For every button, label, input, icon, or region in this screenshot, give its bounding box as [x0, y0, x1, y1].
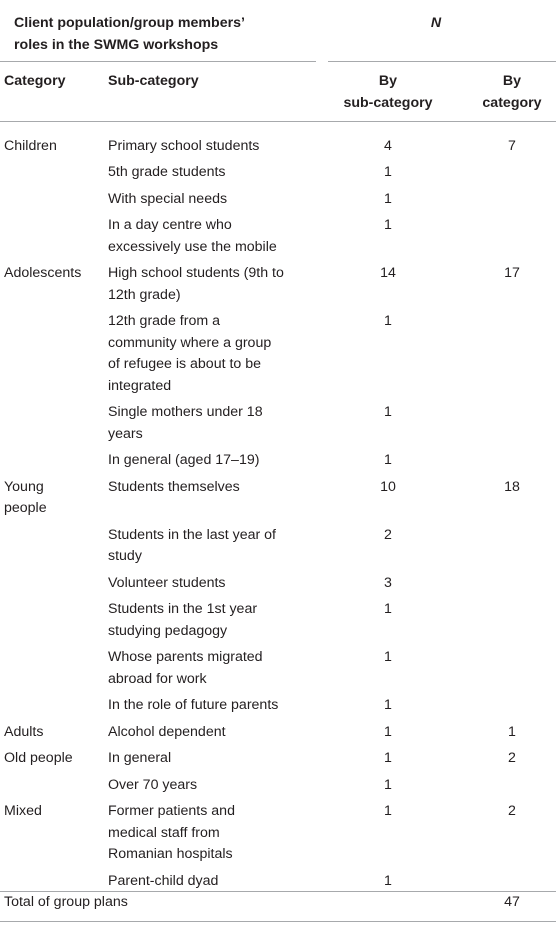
header-divider-left: [0, 61, 316, 62]
row-subcategory: Students in the 1st year: [108, 601, 258, 617]
header-group-title-line2: roles in the SWMG workshops: [14, 37, 219, 53]
total-value: 47: [504, 894, 520, 910]
header-divider-right: [328, 61, 556, 62]
row-subcategory: of refugee is about to be: [108, 356, 262, 372]
row-subcategory: 12th grade from a: [108, 313, 220, 329]
row-by-subcategory: 3: [384, 574, 392, 591]
row-subcategory: studying pedagogy: [108, 622, 228, 639]
table-bottom-rule: [0, 921, 556, 922]
col-header-subcategory: Sub-category: [108, 73, 199, 89]
header-bottom-rule: [0, 121, 556, 122]
row-subcategory: years: [108, 425, 143, 442]
row-subcategory: abroad for work: [108, 670, 207, 687]
row-subcategory: Alcohol dependent: [108, 723, 226, 740]
row-subcategory: Students in the last year of: [108, 526, 276, 543]
row-by-subcategory: 1: [384, 723, 392, 740]
row-by-subcategory: 1: [384, 452, 392, 468]
row-by-subcategory: 1: [384, 164, 392, 180]
row-subcategory: With special needs: [108, 190, 228, 207]
row-category: Adolescents: [4, 265, 82, 281]
row-subcategory: In general: [108, 750, 172, 766]
row-subcategory: Former patients and: [108, 803, 235, 819]
row-category: Adults: [4, 723, 44, 740]
row-by-subcategory: 1: [384, 313, 392, 329]
row-by-subcategory: 14: [380, 265, 396, 281]
row-category: people: [4, 500, 47, 516]
total-label: Total of group plans: [4, 894, 128, 910]
row-by-subcategory: 4: [384, 137, 392, 154]
row-subcategory: medical staff from: [108, 824, 220, 841]
row-by-subcategory: 1: [384, 217, 392, 233]
row-subcategory: Over 70 years: [108, 776, 198, 793]
row-by-subcategory: 1: [384, 872, 392, 889]
row-subcategory: In a day centre who: [108, 217, 232, 233]
row-by-subcategory: 1: [384, 750, 392, 766]
row-subcategory: integrated: [108, 377, 172, 394]
row-subcategory: In general (aged 17–19): [108, 452, 260, 468]
row-subcategory: study: [108, 548, 142, 564]
row-by-category: 1: [508, 723, 516, 740]
col-header-by-cat-line2: category: [482, 95, 542, 111]
row-by-subcategory: 1: [384, 649, 392, 665]
col-header-by-cat-line1: By: [502, 73, 522, 89]
row-subcategory: Single mothers under 18: [108, 404, 263, 420]
row-subcategory: 5th grade students: [108, 164, 226, 180]
row-subcategory: excessively use the mobile: [108, 238, 277, 255]
row-by-subcategory: 1: [384, 601, 392, 617]
row-by-category: 17: [504, 265, 520, 281]
row-by-subcategory: 10: [380, 478, 396, 495]
row-by-subcategory: 1: [384, 776, 392, 793]
row-subcategory: community where a group: [108, 334, 272, 351]
row-by-category: 18: [504, 478, 520, 495]
header-group-title-line1: Client population/group members’: [14, 15, 245, 31]
col-header-category: Category: [4, 73, 66, 89]
row-subcategory: In the role of future parents: [108, 697, 279, 713]
row-category: Children: [4, 137, 57, 154]
row-subcategory: High school students (9th to: [108, 265, 284, 281]
row-subcategory: Romanian hospitals: [108, 846, 233, 862]
col-header-by-sub-line2: sub-category: [343, 95, 433, 111]
row-by-category: 2: [508, 803, 516, 819]
row-subcategory: 12th grade): [108, 286, 181, 303]
row-by-subcategory: 1: [384, 404, 392, 420]
row-by-category: 7: [508, 137, 516, 154]
row-subcategory: Primary school students: [108, 137, 260, 154]
row-by-category: 2: [508, 750, 516, 766]
row-subcategory: Students themselves: [108, 478, 240, 495]
row-subcategory: Volunteer students: [108, 574, 226, 591]
header-n-label: N: [430, 15, 442, 31]
row-by-subcategory: 1: [384, 803, 392, 819]
col-header-by-sub-line1: By: [378, 73, 398, 89]
row-by-subcategory: 1: [384, 697, 392, 713]
row-by-subcategory: 1: [384, 190, 392, 207]
row-category: Young: [4, 478, 44, 495]
row-category: Old people: [4, 750, 73, 766]
row-subcategory: Parent-child dyad: [108, 872, 219, 889]
row-subcategory: Whose parents migrated: [108, 649, 263, 665]
row-category: Mixed: [4, 803, 42, 819]
row-by-subcategory: 2: [384, 526, 392, 543]
